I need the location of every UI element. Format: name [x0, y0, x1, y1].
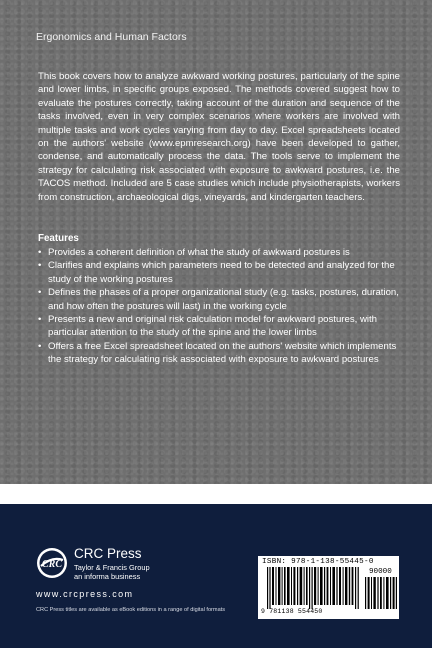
features-list	[38, 246, 400, 367]
features-heading: Features	[38, 233, 79, 244]
feature-item: • Presents a new and original risk calculation model for awkward postures, with particular attention to the study of the spine and the lower limbs	[38, 313, 400, 340]
feature-item: • Provides a coherent definition of what the study of awkward postures is	[38, 246, 400, 259]
barcode-main	[267, 567, 360, 609]
publisher-business: an informa business	[74, 572, 141, 581]
crc-press-logo-icon	[36, 547, 68, 579]
series-title: Ergonomics and Human Factors	[36, 31, 187, 43]
publisher-name: CRC Press	[74, 546, 142, 561]
ebook-note: CRC Press titles are available as eBook editions in a range of digital formats	[36, 607, 226, 613]
book-description: This book covers how to analyze awkward working postures, particularly of the spine and lower limbs, in specific groups exposed. The methods covered suggest how to evaluate the postures correctly, taking account of the duration and sequence of the tasks involved, even in very complex scenarios where workers are involved with multiple tasks and work cycles varying from day to day. Excel spreadsheets located on the authors' website (www.epmresearch.org) have been developed to gather, condense, and automatically process the data. The tools serve to implement the strategy for calculating risk associated with exposure to awkward postures, i.e. the TACOS method. Included are 5 case studies which include physiotherapists, workers from construction, archaeological digs, vineyards, and kindergarten teachers.	[38, 71, 400, 203]
isbn-label: ISBN: 978-1-138-55445-0	[262, 558, 374, 566]
publisher-website: www.crcpress.com	[36, 589, 134, 599]
logo-lettering: CRC	[41, 559, 63, 570]
feature-item: • Clarifies and explains which parameters need to be detected and analyzed for the study of the working postures	[38, 259, 400, 286]
barcode-digits: 9 781138 554450	[261, 608, 323, 615]
feature-item: • Offers a free Excel spreadsheet located on the authors' website which implements the strategy for calculating risk associated with exposure to awkward postures	[38, 340, 400, 367]
white-divider-band	[0, 484, 432, 504]
barcode-addon	[365, 577, 397, 609]
price-code: 90000	[369, 568, 392, 576]
publisher-group: Taylor & Francis Group	[74, 563, 150, 572]
feature-item: • Defines the phases of a proper organizational study (e.g. tasks, postures, duration, and how often the postures will last) in the working cycle	[38, 286, 400, 313]
